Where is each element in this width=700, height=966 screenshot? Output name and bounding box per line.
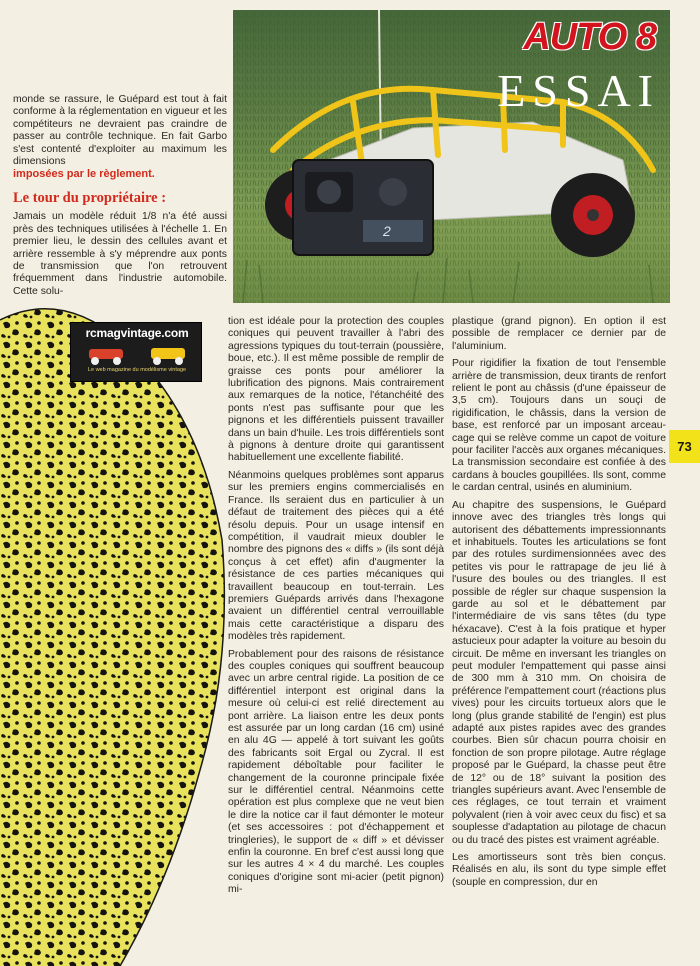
section-heading: Le tour du propriétaire : [13, 190, 167, 207]
site-logo [70, 322, 202, 382]
brand-logo: AUTO 8 [523, 16, 656, 58]
paragraph: Probablement pour des raisons de résistance des couples coniques qui souffrent beaucoup avec un arbre central rigide. La position de ce différentiel interpont est original dans la mesure où celui-ci est relié directement au pont arrière. La liaison entre les deux ponts est assurée par un long cardan (16 cm) usiné en alu 4G — appelé à tort suivant les goûts des fabricants soit Ergal ou Zycral. Il est rapidement déboîtable pour faciliter le changement de la couronne principale fixée sur le différentiel central. Néanmoins cette opération est plus complexe que ne veut bien le dire la notice car il faut démonter le moteur (et ses accessoires : pot d'échappement et tringleries), le support de « diff » et dévisser enfin la couronne. En bref c'est aussi long que sur les autres 4 × 4 du marché. Les couples coniques d'origine sont mi-acier (petit pignon) mi- [228, 648, 444, 896]
leopard-illustration [0, 300, 230, 966]
column-middle [228, 316, 444, 897]
page-number: 73 [669, 430, 700, 463]
column-left [13, 94, 227, 298]
logo-title: rcmagvintage.com [85, 326, 189, 340]
logo-subtitle: Le web magazine du modélisme vintage [87, 367, 187, 373]
paragraph: Les amortisseurs sont très bien conçus. Réalisés en alu, ils sont du type simple effet (souple en compression, dur en [452, 852, 666, 888]
paragraph: Pour rigidifier la fixation de tout l'ensemble arrière de transmission, deux tirants de renfort relient le pont au châssis (d'une épaisseur de 3,5 cm). Toujours dans un souçi de rigidification, le châssis, dans la version de base, est renforcé par un imposant arceau-cage qui se relève comme un capot de voiture pour faciliter l'accès aux organes mécaniques. La transmission secondaire est confiée à des cardans à boucles goupillées. Ils sont, comme le cardan central, usinés en aluminium. [452, 358, 666, 494]
svg-text:2: 2 [383, 223, 391, 239]
buggy-photo [233, 10, 670, 303]
intro-paragraph: monde se rassure, le Guépard est tout à fait conforme à la réglementation en vigueur et les compétiteurs ne devraient pas craindre de passer au contrôle technique. En fait Garbo s'est contenté d'exploiter au maximum les dimensions [13, 94, 227, 168]
section-title: ESSAI [497, 65, 660, 116]
intro-highlight: imposées par le règlement. [13, 168, 155, 181]
body-paragraph: Jamais un modèle réduit 1/8 n'a été aussi près des techniques utilisées à l'échelle 1. En premier lieu, le dessin des cellules avant et arrière ressemble à s'y méprendre aux ponts de transmission que l'on retrouvent fréquemment dans l'industrie automobile. Cette solu- [13, 211, 227, 297]
paragraph: tion est idéale pour la protection des couples coniques qui peuvent travailler à l'abri des agressions typiques du tout-terrain (poussière, boue, etc.). Il est même possible de remplir de graisse ces ponts pour améliorer la lubrification des pignons. Mais contrairement aux remarques de la notice, l'étanchéité des ponts n'est pas suffisante pour que les pignons et les différentiels puissent travailler dans un bain d'huile. Les trois différentiels sont à pignons à denture droite qui garantissent habituellement une excellente fiabilité. [228, 316, 444, 464]
paragraph: Au chapitre des suspensions, le Guépard innove avec des triangles très longs qui autorisent des débattements impressionnants et inhabituels. Toutes les articulations se font par des rotules surdimensionnées avec des petites vis pour le rattrapage de jeu lié à l'usure des boules ou des triangles. Il est possible de régler sur chaque suspension la garde au sol et le débattement par l'intermédiaire de vis sans têtes (du type héxacave). C'est à la fois pratique et hyper astucieux pour adapter la voiture au besoin du circuit. De même en inversant les triangles on peut moduler l'empattement qui passe ainsi de 300 mm à 310 mm. On choisira de préférence l'empattement court (réactions plus vives) pour les circuits tortueux alors que le long (plus grande stabilité de l'engin) est plus adapté aux pistes rapides avec des grandes courbes. Bien sûr chacun pourra choisir en fonction de son propre pilotage. Autre réglage proposé par le Guépard, la chasse peut être de 12° ou de 18° suivant la position des triangles supérieurs avant. Avec l'ensemble de ces réglages, ce tout terrain et vraiment polyvalent (rien à voir avec ceux du fisc) et sa souplesse d'adaptation au pilotage de chacun ou du tracé des pistes est vraiment agréable. [452, 499, 666, 846]
paragraph: Néanmoins quelques problèmes sont apparus sur les premiers engins commercialisés en France. Ils seraient dus en particulier à un défaut de traitement des pièces qui a été résolu depuis. Pour un usage intensif en compétition, il vaudrait mieux doubler le nombre des pignons des « diffs » (ils sont déjà conçus à cet effet) afin d'augmenter la résistance de ces parties mécaniques qui travaillent beaucoup en tout-terrain. Les premiers Guépards arrivés dans l'hexagone avaient un différentiel central verrouillable mais cette caractéristique a disparu des modèles très rapidement. [228, 469, 444, 643]
column-right [452, 316, 666, 889]
paragraph: plastique (grand pignon). En option il est possible de remplacer ce dernier par de l'aluminium. [452, 316, 666, 352]
car-icon [71, 343, 203, 367]
